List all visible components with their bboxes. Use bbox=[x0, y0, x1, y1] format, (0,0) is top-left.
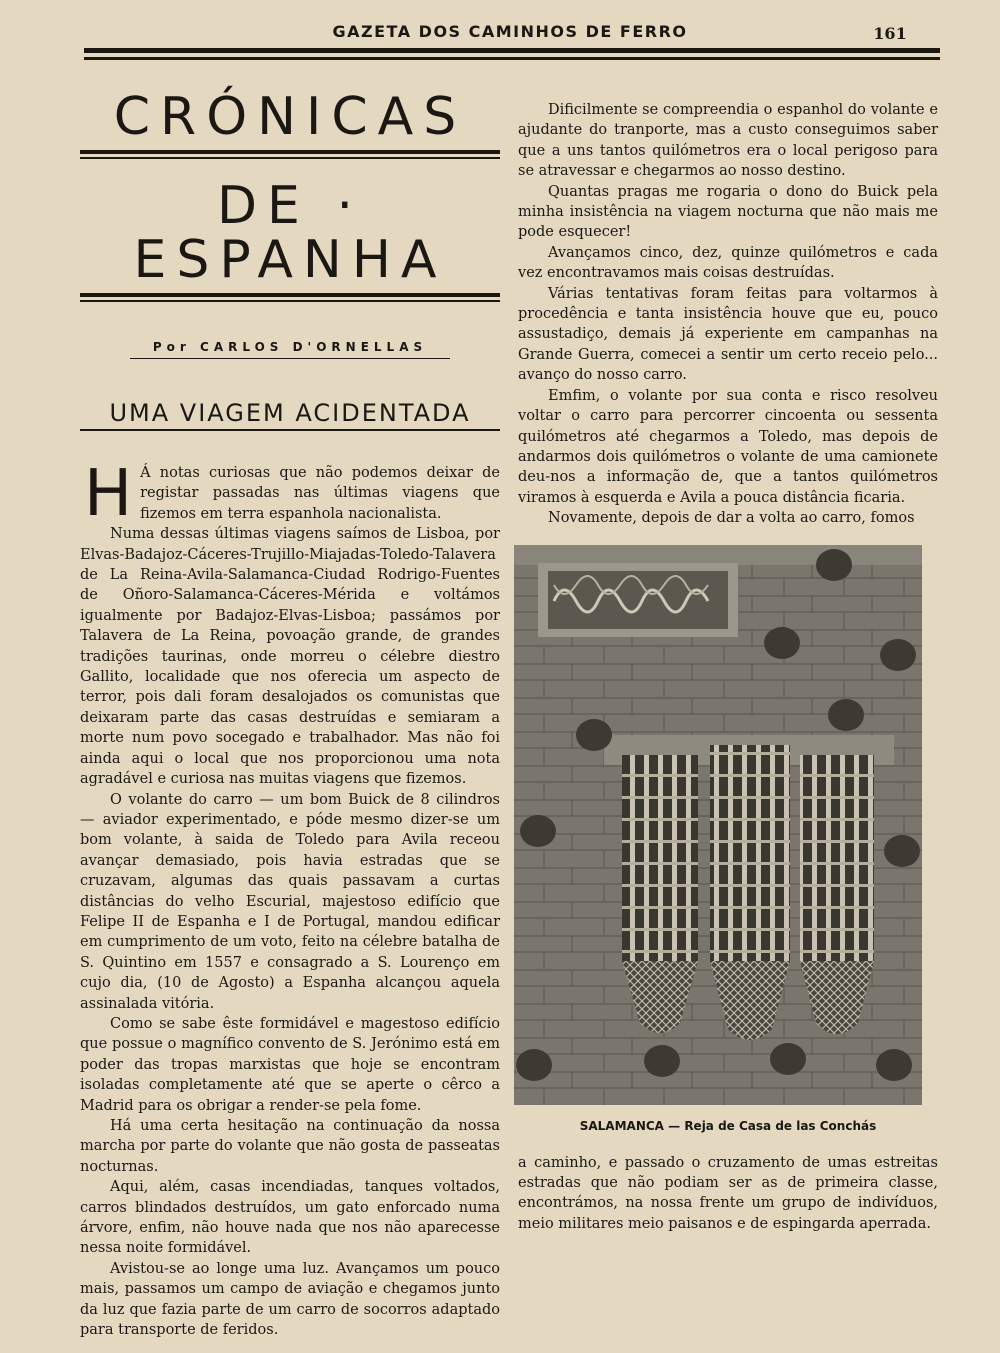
byline: Por CARLOS D'ORNELLAS bbox=[152, 340, 428, 354]
salamanca-window-photo bbox=[514, 545, 922, 1105]
paragraph: Como se sabe êste formidável e magestoso edifício que possue o magnífico convento de S. Jerónimo está em poder das tropas marxistas que hoje se encontram isoladas completamente até que se aperte o cêrco a Madrid para os obrigar a render-se pela fome. bbox=[80, 1015, 500, 1114]
article-body-right bbox=[518, 100, 938, 529]
paragraph: Quantas pragas me rogaria o dono do Buick pela minha insistência na viagem nocturna que não mais me pode esquecer! bbox=[518, 183, 938, 241]
right-column bbox=[518, 100, 938, 1234]
paragraph: Dificilmente se compreendia o espanhol do volante e ajudante do tranporte, mas a custo conseguimos saber que a uns tantos quilómetros era o local perigoso para se atravessar e chegarmos ao nosso destino. bbox=[518, 102, 938, 180]
paragraph: Há uma certa hesitação na continuação da nossa marcha por parte do volante que não gosta de passeatas nocturnas. bbox=[80, 1118, 500, 1175]
title-rule bbox=[80, 157, 500, 159]
page-number: 161 bbox=[873, 24, 907, 43]
paragraph: H Á notas curiosas que não podemos deixar de registar passadas nas últimas viagens que fizemos em terra espanhola nacionalista. bbox=[84, 457, 500, 531]
running-header bbox=[0, 20, 1000, 46]
paragraph: Emfim, o volante por sua conta e risco resolveu voltar o carro para percorrer cincoenta ou sessenta quilómetros até chegarmos a Toledo, mas depois de andarmos dois quilómetros o volante de uma camionete deu-nos a informação de, que a tantos quilómetros viramos à esquerda e Avila a pouca distância ficaria. bbox=[518, 387, 938, 506]
paragraph: Aqui, além, casas incendiadas, tanques voltados, carros blindados destruídos, um gato enforcado numa árvore, enfim, não houve nada que nos não aparecesse nessa noite formidável. bbox=[80, 1179, 500, 1257]
article-continuation bbox=[518, 1153, 938, 1235]
paragraph: Numa dessas últimas viagens saímos de Lisboa, por Elvas-Badajoz-Cáceres-Trujillo-Miajadas-Toledo-Talavera de La Reina-Avila-Salamanca-Ciudad Rodrigo-Fuentes de Oñoro-Salamanca-Cáceres-Mérida e voltámos igualmente por Badajoz-Elvas-Lisboa; passámos por Talavera de La Reina, povoação grande, de grandes tradições taurinas, onde morreu o célebre diestro Gallito, localidade que nos oferecia um aspecto de terror, pois dali foram desalojados os comunistas que deixaram parte das casas destruídas e semiaram a morte num povo socegado e trabalhador. Mas não foi ainda aqui o local que nos proporcionou uma nota agradável e curiosa nas muitas viagens que fizemos. bbox=[80, 526, 500, 788]
header-rule bbox=[84, 48, 940, 53]
title-rule bbox=[80, 293, 500, 297]
article-body-left bbox=[80, 457, 500, 1340]
running-title: GAZETA DOS CAMINHOS DE FERRO bbox=[332, 22, 688, 41]
paragraph: Avistou-se ao longe uma luz. Avançamos um pouco mais, passamos um campo de aviação e chegamos junto da luz que fazia parte de um carro de socorros adaptado para transporte de feridos. bbox=[80, 1260, 500, 1339]
paragraph: Novamente, depois de dar a volta ao carro, fomos bbox=[548, 510, 915, 527]
header-rule-secondary bbox=[84, 57, 940, 60]
photo-illustration bbox=[514, 545, 922, 1105]
left-column bbox=[80, 87, 500, 1340]
article-title-line2: DE · ESPANHA bbox=[133, 176, 447, 290]
drop-cap: H bbox=[84, 457, 133, 531]
paragraph: Várias tentativas foram feitas para voltarmos à procedência e tanta insistência houve que eu, pouco assustadiço, demais já experiente em campanhas na Grande Guerra, comecei a sentir um certo receio pelo... avanço do nosso carro. bbox=[518, 285, 938, 384]
photo-caption: SALAMANCA — Reja de Casa de las Conchás bbox=[579, 1118, 877, 1133]
paragraph: O volante do carro — um bom Buick de 8 cilindros — aviador experimentado, e póde mesmo dizer-se um bom volante, à saida de Toledo para Avila receou avançar demasiado, pois havia estradas que se cruzavam, algumas das quais passavam a curtas distâncias do velho Escurial, majestoso edifício que Felipe II de Espanha e I de Portugal, mandou edificar em cumprimento de um voto, feito na célebre batalha de S. Quintino em 1557 e consagrado a S. Lourenço em cujo dia, (10 de Agosto) a Espanha alcançou aquela assinalada vitória. bbox=[80, 791, 500, 1012]
paragraph: Avançamos cinco, dez, quinze quilómetros e cada vez encontravamos mais coisas destruídas. bbox=[518, 244, 938, 282]
title-rule bbox=[80, 150, 500, 154]
title-rule bbox=[80, 300, 500, 302]
subtitle-rule bbox=[80, 429, 500, 431]
byline-rule bbox=[130, 358, 450, 359]
article-title-line1: CRÓNICAS bbox=[113, 87, 467, 147]
article-subtitle: UMA VIAGEM ACIDENTADA bbox=[109, 399, 471, 427]
paragraph: a caminho, e passado o cruzamento de umas estreitas estradas que não podiam ser as de primeira classe, encontrámos, na nossa frente um grupo de indivíduos, meio militares meio paisanos e de espingarda aperrada. bbox=[518, 1154, 938, 1232]
